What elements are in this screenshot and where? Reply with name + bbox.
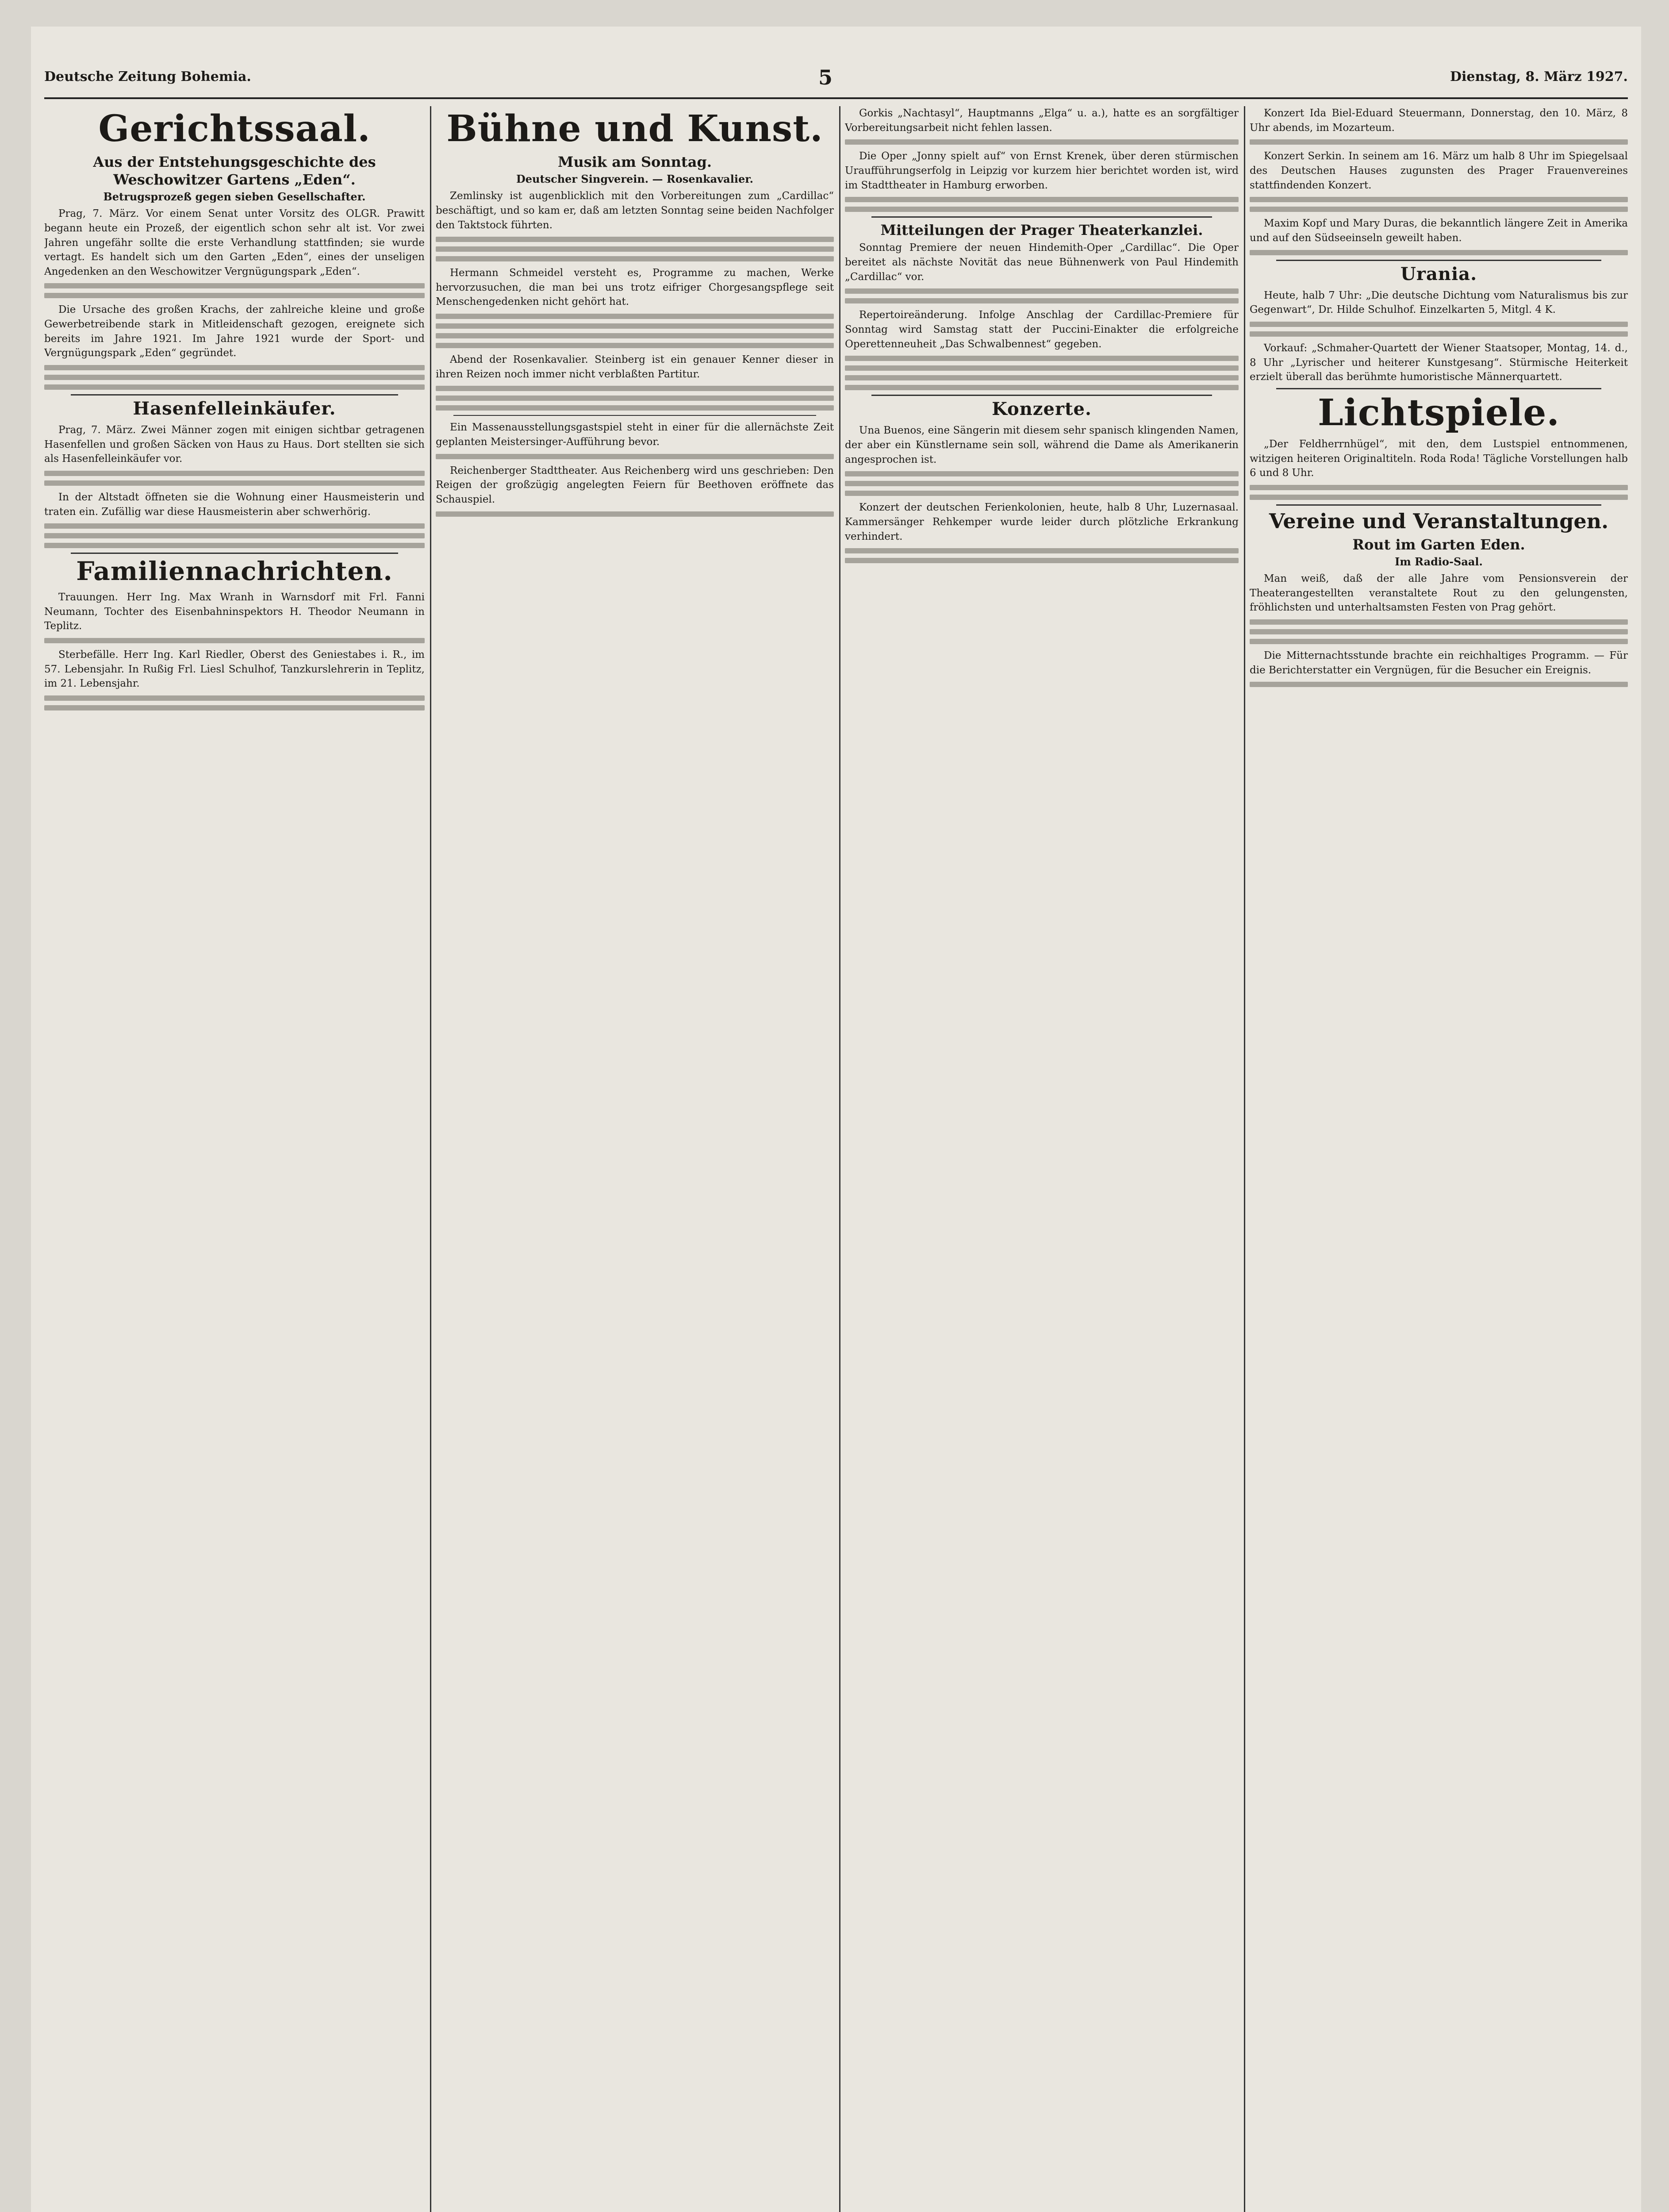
article-paragraph: Sonntag Premiere der neuen Hindemith-Oper „Cardillac“. Die Oper bereitet als nächste Novität das neue Bühnenwerk von Paul Hindemith „Cardillac“ vor.: [845, 242, 1239, 283]
column-divider: [839, 106, 840, 2212]
text-block: [1250, 207, 1628, 212]
article-paragraph: Maxim Kopf und Mary Duras, die bekanntlich längere Zeit in Amerika und auf den Südseeinseln geweilt haben.: [1250, 218, 1628, 244]
text-block: [436, 405, 834, 411]
article-paragraph: In der Altstadt öffneten sie die Wohnung einer Hausmeisterin und traten ein. Zufällig war diese Hausmeisterin aber schwerhörig.: [44, 492, 425, 518]
divider: [871, 395, 1212, 396]
article-paragraph: Gorkis „Nachtasyl“, Hauptmanns „Elga“ u. a.), hatte es an sorgfältiger Vorbereitungsarbeit nicht fehlen lassen.: [845, 108, 1239, 134]
article-subhead: Im Radio-Saal.: [1395, 555, 1483, 568]
text-block: [44, 283, 425, 288]
text-block: [44, 375, 425, 380]
issue-date: Dienstag, 8. März 1927.: [1450, 69, 1628, 84]
text-block: [845, 139, 1239, 145]
text-block: [845, 491, 1239, 496]
masthead: [44, 65, 1628, 96]
text-block: [44, 523, 425, 529]
text-block: [845, 481, 1239, 486]
article-paragraph: Sterbefälle. Herr Ing. Karl Riedler, Oberst des Geniestabes i. R., im 57. Lebensjahr. In Rußig Frl. Liesl Schulhof, Tanzkurslehrerin in Teplitz, im 21. Lebensjahr.: [44, 649, 425, 690]
column-2: [436, 106, 834, 2212]
text-block: [1250, 197, 1628, 202]
column-divider: [430, 106, 431, 2212]
text-block: [845, 207, 1239, 212]
text-block: [44, 471, 425, 476]
text-block: [436, 511, 834, 517]
text-block: [436, 314, 834, 319]
text-block: [1250, 250, 1628, 255]
article-paragraph: Trauungen. Herr Ing. Max Wranh in Warnsdorf mit Frl. Fanni Neumann, Tochter des Eisenbahninspektors H. Theodor Neumann in Teplitz.: [44, 591, 425, 632]
article-paragraph: Hermann Schmeidel versteht es, Programme zu machen, Werke hervorzusuchen, die man bei uns trotz eifriger Chorgesangspflege seit Menschengedenken nicht gehört hat.: [436, 267, 834, 308]
text-block: [845, 548, 1239, 553]
column-divider: [1244, 106, 1245, 2212]
text-block: [436, 323, 834, 329]
article-paragraph: Reichenberger Stadttheater. Aus Reichenberg wird uns geschrieben: Den Reigen der großzügig angelegten Feiern für Beethoven eröffnete das Schauspiel.: [436, 465, 834, 506]
article-subhead: Betrugsprozeß gegen sieben Gesellschafter.: [103, 190, 366, 204]
article-paragraph: Die Oper „Jonny spielt auf“ von Ernst Krenek, über deren stürmischen Uraufführungserfolg in Leipzig vor kurzem hier berichtet worden ist, wird im Stadttheater in Hamburg erworben.: [845, 150, 1239, 191]
text-block: [845, 375, 1239, 380]
article-paragraph: Die Mitternachtsstunde brachte ein reichhaltiges Programm. — Für die Berichterstatter ein Vergnügen, für die Besucher ein Ereignis.: [1250, 650, 1628, 676]
article-paragraph: Konzert Serkin. In seinem am 16. März um halb 8 Uhr im Spiegelsaal des Deutschen Hauses zugunsten des Prager Frauenvereines stattfindenden Konzert.: [1250, 150, 1628, 191]
text-block: [845, 298, 1239, 303]
newspaper-page: [31, 27, 1641, 2212]
text-block: [44, 384, 425, 390]
divider: [1276, 388, 1601, 389]
section-title-hasenfell: Hasenfelleinkäufer.: [133, 398, 336, 419]
column-1: [44, 106, 425, 2212]
divider: [453, 415, 816, 416]
divider: [71, 553, 398, 554]
article-paragraph: Zemlinsky ist augenblicklich mit den Vorbereitungen zum „Cardillac“ beschäftigt, und so kam er, daß am letzten Sonntag seine beiden Nachfolger den Taktstock führten.: [436, 190, 834, 231]
text-block: [44, 638, 425, 643]
page-number: 5: [818, 65, 833, 89]
article-paragraph: Abend der Rosenkavalier. Steinberg ist ein genauer Kenner dieser in ihren Reizen noch immer nicht verblaßten Partitur.: [436, 354, 834, 380]
section-title-urania: Urania.: [1400, 263, 1477, 284]
text-block: [436, 237, 834, 242]
text-block: [845, 365, 1239, 371]
article-paragraph: Konzert Ida Biel-Eduard Steuermann, Donnerstag, den 10. März, 8 Uhr abends, im Mozarteum.: [1250, 108, 1628, 134]
text-block: [44, 695, 425, 701]
article-headline: Musik am Sonntag.: [558, 154, 712, 171]
text-block: [1250, 485, 1628, 490]
text-block: [436, 246, 834, 252]
paper-name: Deutsche Zeitung Bohemia.: [44, 69, 251, 84]
text-block: [44, 533, 425, 538]
text-block: [1250, 495, 1628, 500]
column-3: [845, 106, 1239, 2212]
text-block: [1250, 322, 1628, 327]
article-paragraph: Die Ursache des großen Krachs, der zahlreiche kleine und große Gewerbetreibende stark in Mitleidenschaft gezogen, ereignete sich bereits im Jahre 1921. Im Jahre 1921 wurde der Sport- und Vergnügungspark „Eden“ gegründet.: [44, 304, 425, 359]
divider: [1276, 504, 1601, 506]
section-title-konzerte: Konzerte.: [992, 399, 1092, 420]
article-headline: Aus der Entstehungsgeschichte des Weschowitzer Gartens „Eden“.: [93, 154, 376, 188]
text-block: [845, 471, 1239, 476]
text-block: [436, 386, 834, 391]
section-title-buehne: Bühne und Kunst.: [446, 108, 823, 150]
text-block: [1250, 682, 1628, 687]
article-subhead: Deutscher Singverein. — Rosenkavalier.: [516, 173, 754, 186]
text-block: [1250, 331, 1628, 337]
section-title-lichtspiele: Lichtspiele.: [1318, 391, 1560, 434]
article-headline: Mitteilungen der Prager Theaterkanzlei.: [880, 222, 1203, 239]
text-block: [44, 293, 425, 298]
article-paragraph: Una Buenos, eine Sängerin mit diesem sehr spanisch klingenden Namen, der aber ein Künstlername sein soll, während die Dame als Amerikanerin angesprochen ist.: [845, 425, 1239, 465]
text-block: [436, 396, 834, 401]
article-paragraph: Man weiß, daß der alle Jahre vom Pensionsverein der Theaterangestellten veranstaltete Rout zu den gelungensten, fröhlichsten und unterhaltsamsten Festen von Prag gehört.: [1250, 573, 1628, 614]
article-paragraph: Prag, 7. März. Vor einem Senat unter Vorsitz des OLGR. Prawitt begann heute ein Prozeß, der eigentlich schon sehr alt ist. Vor zwei Jahren ungefähr sollte die erste Verhandlung stattfinden; sie wurde vertagt. Es handelt sich um den Garten „Eden“, eines der unseligen Angedenken an den Weschowitzer Vergnügungspark „Eden“.: [44, 208, 425, 277]
text-block: [1250, 139, 1628, 145]
text-block: [44, 543, 425, 548]
article-headline: Rout im Garten Eden.: [1352, 536, 1525, 553]
text-block: [1250, 619, 1628, 625]
article-paragraph: Heute, halb 7 Uhr: „Die deutsche Dichtung vom Naturalismus bis zur Gegenwart“, Dr. Hilde Schulhof. Einzelkarten 5, Mitgl. 4 K.: [1250, 289, 1628, 316]
divider: [871, 216, 1212, 218]
masthead-rule: [44, 97, 1628, 99]
text-block: [44, 480, 425, 486]
article-paragraph: Konzert der deutschen Ferienkolonien, heute, halb 8 Uhr, Luzernasaal. Kammersänger Rehkemper wurde leider durch plötzliche Erkrankung verhindert.: [845, 502, 1239, 542]
section-title-vereine: Vereine und Veranstaltungen.: [1269, 509, 1609, 534]
text-block: [44, 705, 425, 710]
article-paragraph: Repertoireänderung. Infolge Anschlag der Cardillac-Premiere für Sonntag wird Samstag statt der Puccini-Einakter die erfolgreiche Operettenneuheit „Das Schwalbennest“ gegeben.: [845, 309, 1239, 350]
divider: [1276, 260, 1601, 261]
text-block: [436, 343, 834, 348]
text-block: [845, 558, 1239, 563]
section-title-familiennachrichten: Familiennachrichten.: [76, 556, 393, 587]
text-block: [436, 333, 834, 338]
divider: [71, 394, 398, 396]
article-paragraph: Vorkauf: „Schmaher-Quartett der Wiener Staatsoper, Montag, 14. d., 8 Uhr „Lyrischer und heiterer Kunstgesang“. Stürmische Heiterkeit erzielt überall das berühmte humoristische Männerquartett.: [1250, 342, 1628, 383]
article-paragraph: Ein Massenausstellungsgastspiel steht in einer für die allernächste Zeit geplanten Meistersinger-Aufführung bevor.: [436, 422, 834, 448]
text-block: [845, 197, 1239, 202]
text-block: [1250, 629, 1628, 634]
section-title-gerichtssaal: Gerichtssaal.: [98, 108, 371, 150]
text-block: [1250, 639, 1628, 644]
text-block: [845, 385, 1239, 390]
text-block: [845, 356, 1239, 361]
text-block: [845, 288, 1239, 294]
column-4: [1250, 106, 1628, 2212]
text-block: [436, 454, 834, 459]
article-paragraph: Prag, 7. März. Zwei Männer zogen mit einigen sichtbar getragenen Hasenfellen und großen Säcken von Haus zu Haus. Dort stellten sie sich als Hasenfelleinkäufer vor.: [44, 424, 425, 465]
text-block: [44, 365, 425, 370]
article-paragraph: „Der Feldherrnhügel“, mit den, dem Lustspiel entnommenen, witzigen heiteren Originaltiteln. Roda Roda! Tägliche Vorstellungen halb 6 und 8 Uhr.: [1250, 438, 1628, 479]
text-block: [436, 256, 834, 261]
